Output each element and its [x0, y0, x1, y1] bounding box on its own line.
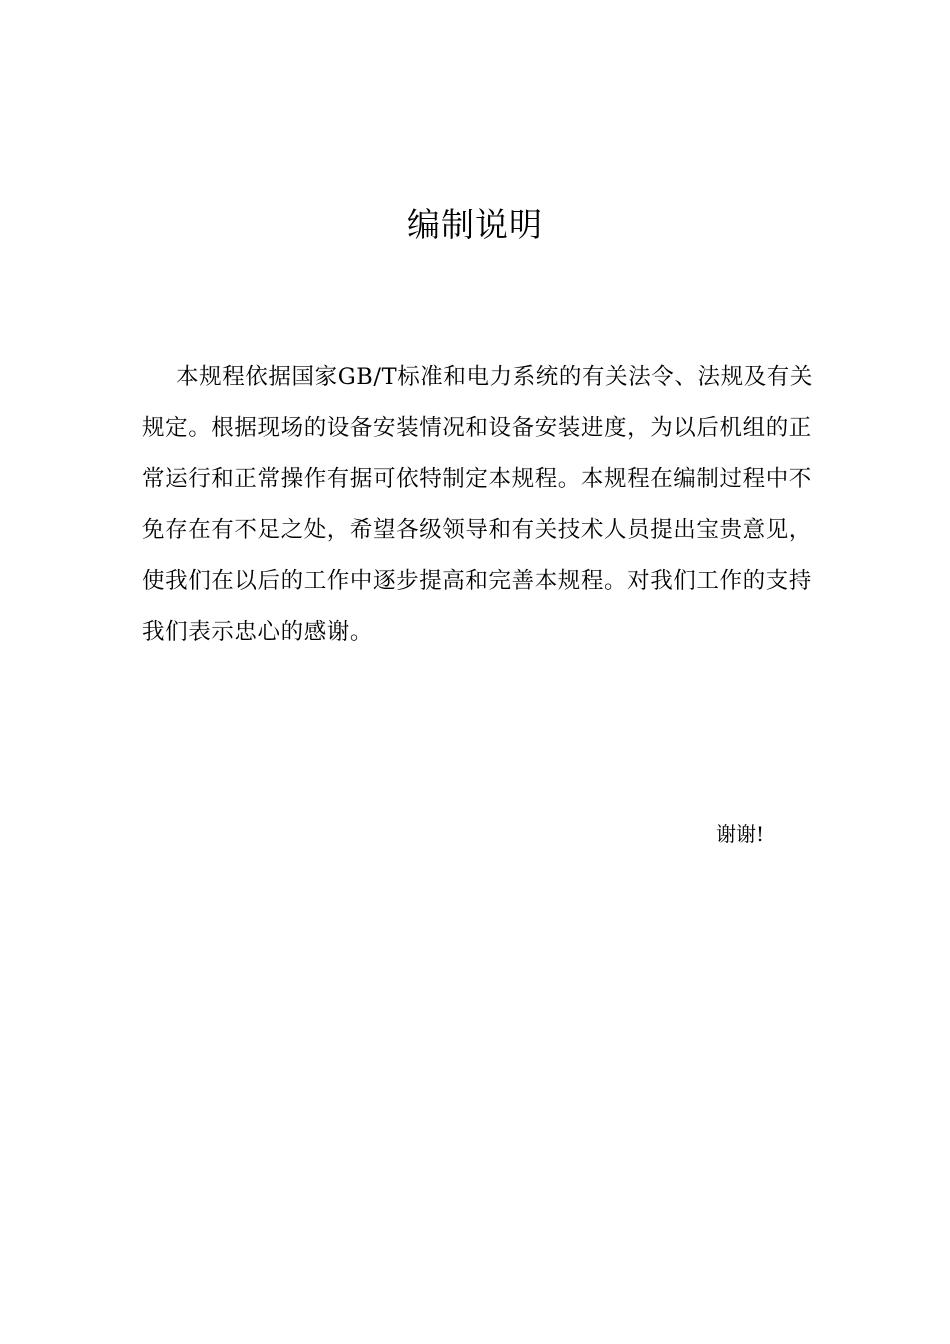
- page-title: 编制说明: [407, 205, 543, 244]
- paragraph-line: 免存在有不足之处，希望各级领导和有关技术人员提出宝贵意见，: [142, 517, 812, 543]
- paragraph-line: 常运行和正常操作有据可依特制定本规程。本规程在编制过程中不: [142, 466, 812, 492]
- paragraph-line: 规定。根据现场的设备安装情况和设备安装进度，为以后机组的正: [142, 415, 812, 441]
- paragraph-line: 本规程依据国家GB/T标准和电力系统的有关法令、法规及有关: [176, 364, 813, 390]
- paragraph-line: 我们表示忠心的感谢。: [142, 619, 374, 645]
- closing-text: 谢谢!: [716, 822, 765, 846]
- body-paragraph: [142, 352, 814, 658]
- paragraph-line: 使我们在以后的工作中逐步提高和完善本规程。对我们工作的支持: [142, 568, 812, 594]
